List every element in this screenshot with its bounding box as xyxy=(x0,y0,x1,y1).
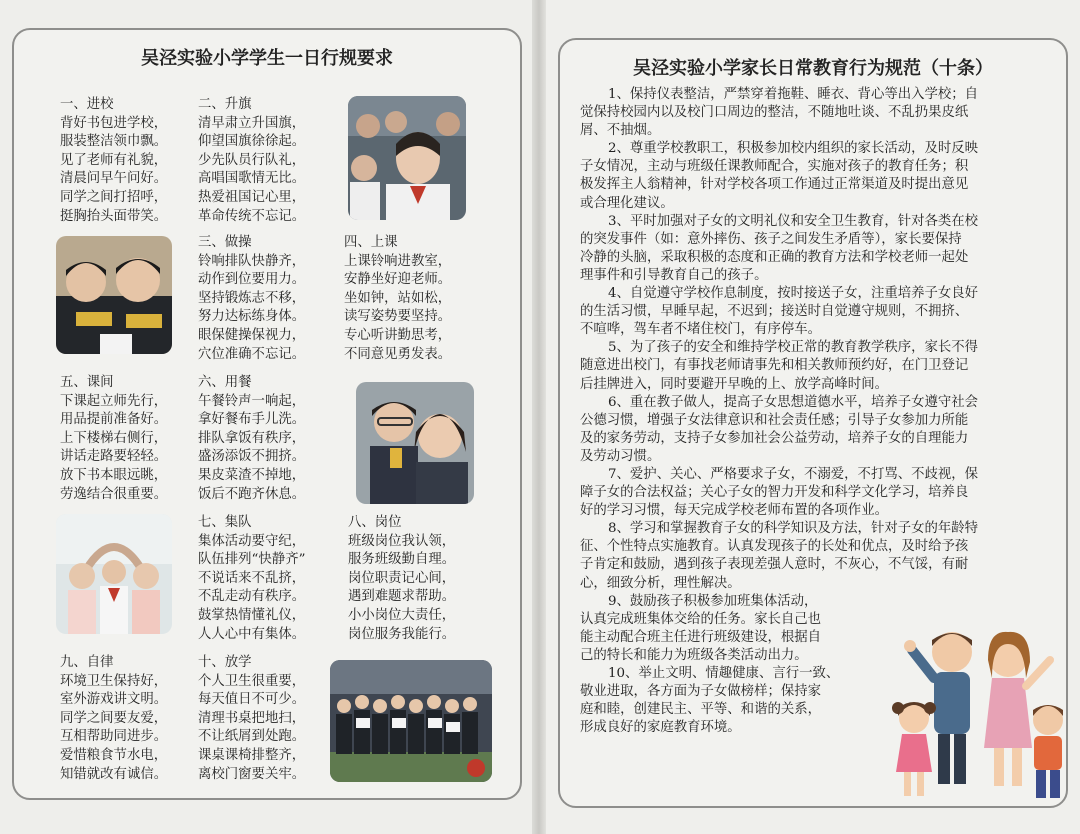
rule-line: 同学之间打招呼， xyxy=(60,189,168,205)
rule-text-line: 庭和睦，创建民主、平等、和谐的关系， xyxy=(580,702,822,718)
rule-heading: 九、自律 xyxy=(60,655,114,670)
rule-heading: 一、进校 xyxy=(60,97,114,112)
rule-line: 高唱国歌情无比。 xyxy=(198,171,306,187)
rule-text-line: 的突发事件（如：意外摔伤、孩子之间发生矛盾等），家长要保持 xyxy=(580,231,962,247)
students-class-photo xyxy=(56,236,172,354)
rule-heading: 六、用餐 xyxy=(198,375,252,390)
rule-section-6 xyxy=(198,374,305,504)
rule-text-line: 心，细致分析，理性解决。 xyxy=(580,575,741,591)
rule-text-line: 及劳动习惯。 xyxy=(580,448,661,464)
rule-line: 爱惜粮食节水电， xyxy=(60,747,168,763)
rule-text-line: 敬业进取，各方面为子女做榜样；保持家 xyxy=(580,684,822,700)
parent-rules-title: 吴泾实验小学家长日常教育行为规范（十条） xyxy=(633,58,993,79)
rule-section-8 xyxy=(348,514,455,644)
rule-line: 热爱祖国记心里， xyxy=(198,189,306,205)
rule-line: 用品提前准备好。 xyxy=(60,412,168,428)
rule-section-10 xyxy=(198,654,305,784)
rule-line: 铃响排队快静齐， xyxy=(198,253,306,269)
parent-rule-5 xyxy=(580,339,1056,393)
rule-section-2 xyxy=(198,96,305,226)
rule-line: 不让纸屑到处跑。 xyxy=(198,729,306,745)
rule-line: 努力达标练身体。 xyxy=(198,309,306,325)
rule-heading: 四、上课 xyxy=(344,235,398,250)
rule-text-line: 6、重在教子做人，提高子女思想道德水平，培养子女遵守社会 xyxy=(608,394,979,410)
rule-text-line: 的生活习惯，早睡早起，不迟到；接送时自觉遵守规则，不拥挤、 xyxy=(580,304,969,320)
parent-rule-7 xyxy=(580,466,1056,520)
rule-line: 穴位准确不忘记。 xyxy=(198,346,306,362)
rule-line: 安静坐好迎老师。 xyxy=(344,272,452,288)
rule-line: 上课铃响进教室， xyxy=(344,253,452,269)
rule-line: 不说话来不乱挤， xyxy=(198,570,306,586)
rule-text-line: 征、个性特点实施教育。认真发现孩子的长处和优点，及时给予孩 xyxy=(580,539,969,555)
rule-text-line: 障子女的合法权益；关心子女的智力开发和科学文化学习，培养良 xyxy=(580,485,969,501)
rule-section-9 xyxy=(60,654,167,784)
rule-section-4 xyxy=(344,234,451,364)
rule-line: 每天值日不可少。 xyxy=(198,692,306,708)
rule-text-line: 不喧哗，驾车者不堵住校门，有序停车。 xyxy=(580,322,822,338)
rule-line: 同学之间要友爱， xyxy=(60,710,168,726)
students-group-photo xyxy=(330,660,492,782)
rule-section-3 xyxy=(198,234,305,364)
rule-text-line: 己的特长和能力为班级各类活动出力。 xyxy=(580,647,808,663)
rule-line: 室外游戏讲文明。 xyxy=(60,692,168,708)
rule-text-line: 4、自觉遵守学校作息制度，按时接送子女，注重培养子女良好 xyxy=(608,286,979,302)
rule-text-line: 及的家务劳动，支持子女参加社会公益劳动，培养子女的自理能力 xyxy=(580,430,969,446)
rule-line: 不同意见勇发表。 xyxy=(344,346,452,362)
rule-line: 上下楼梯右侧行， xyxy=(60,430,168,446)
rule-line: 坚持锻炼志不移， xyxy=(198,290,306,306)
rule-line: 课桌课椅排整齐， xyxy=(198,747,306,763)
rule-text-line: 觉保持校园内以及校门口周边的整洁，不随地吐谈、不乱扔果皮纸 xyxy=(580,105,969,121)
rule-line: 读写姿势要坚持。 xyxy=(344,309,452,325)
rule-text-line: 认真完成班集体交给的任务。家长自己也 xyxy=(580,611,822,627)
rule-heading: 七、集队 xyxy=(198,515,252,530)
rule-text-line: 子肯定和鼓励，遇到孩子表现差强人意时，不灰心，不气馁，有耐 xyxy=(580,557,969,573)
page-fold xyxy=(532,0,546,834)
rule-line: 清理书桌把地扫， xyxy=(198,710,306,726)
rule-line: 遇到难题求帮助。 xyxy=(348,589,456,605)
rule-line: 果皮菜渣不掉地， xyxy=(198,467,306,483)
rule-line: 小小岗位大责任， xyxy=(348,607,456,623)
rule-line: 劳逸结合很重要。 xyxy=(60,486,168,502)
rule-section-5 xyxy=(60,374,167,504)
rule-heading: 十、放学 xyxy=(198,655,252,670)
rule-text-line: 9、鼓励孩子积极参加班集体活动， xyxy=(608,593,818,609)
rule-text-line: 形成良好的家庭教育环境。 xyxy=(580,720,741,736)
parent-rule-3 xyxy=(580,213,1056,285)
rule-line: 放下书本眼远眺， xyxy=(60,467,168,483)
rule-text-line: 屑、不抽烟。 xyxy=(580,123,661,139)
rule-heading: 八、岗位 xyxy=(348,515,402,530)
rule-line: 服务班级勤自理。 xyxy=(348,552,456,568)
rule-text-line: 好的学习习惯，每天完成学校老师布置的各项作业。 xyxy=(580,503,888,519)
rule-line: 仰望国旗徐徐起。 xyxy=(198,134,306,150)
rule-text-line: 5、为了孩子的安全和维持学校正常的教育教学秩序，家长不得 xyxy=(608,340,979,356)
rule-line: 清晨问早午问好。 xyxy=(60,171,168,187)
rule-line: 清早肃立升国旗， xyxy=(198,115,306,131)
rule-line: 人人心中有集体。 xyxy=(198,626,306,642)
rule-line: 坐如钟，站如松， xyxy=(344,290,452,306)
rule-line: 专心听讲勤思考， xyxy=(344,327,452,343)
rule-line: 挺胸抬头面带笑。 xyxy=(60,208,168,224)
parent-rule-2 xyxy=(580,140,1056,212)
rule-text-line: 子女情况，主动与班级任课教师配合，实施对孩子的教育任务；积 xyxy=(580,159,969,175)
rule-line: 集体活动要守纪， xyxy=(198,533,306,549)
rule-text-line: 随意进出校门，有事找老师请事先和相关教师预约好，在门卫登记 xyxy=(580,358,969,374)
parent-rule-1 xyxy=(580,86,1056,140)
rule-line: 队伍排列“快静齐” xyxy=(198,552,306,568)
rule-text-line: 1、保持仪表整洁，严禁穿着拖鞋、睡衣、背心等出入学校；自 xyxy=(608,87,979,102)
students-heart-photo xyxy=(56,514,172,634)
rule-heading: 五、课间 xyxy=(60,375,114,390)
rule-line: 环境卫生保持好， xyxy=(60,673,168,689)
parent-rule-6 xyxy=(580,394,1056,466)
students-flag-photo xyxy=(348,96,466,220)
rule-text-line: 2、尊重学校教职工，积极参加校内组织的家长活动，及时反映 xyxy=(608,141,979,157)
rule-line: 背好书包进学校， xyxy=(60,115,168,131)
rule-section-1 xyxy=(60,96,167,226)
rule-line: 不乱走动有秩序。 xyxy=(198,589,306,605)
rule-line: 互相帮助同进步。 xyxy=(60,729,168,745)
rule-text-line: 8、学习和掌握教育子女的科学知识及方法，针对子女的年龄特 xyxy=(608,521,979,537)
rule-text-line: 公德习惯，增强子女法律意识和社会责任感；引导子女参加力所能 xyxy=(580,412,969,428)
rule-line: 岗位服务我能行。 xyxy=(348,626,456,642)
rule-heading: 三、做操 xyxy=(198,235,252,250)
rule-line: 个人卫生很重要， xyxy=(198,673,306,689)
rule-line: 服装整洁领巾飘。 xyxy=(60,134,168,150)
rule-line: 动作到位要用力。 xyxy=(198,272,306,288)
rule-line: 讲话走路要轻轻。 xyxy=(60,449,168,465)
rule-line: 见了老师有礼貌， xyxy=(60,152,168,168)
rule-line: 排队拿饭有秩序， xyxy=(198,430,306,446)
rule-line: 离校门窗要关牢。 xyxy=(198,766,306,782)
happy-family-illustration xyxy=(890,608,1068,804)
rule-text-line: 3、平时加强对子女的文明礼仪和安全卫生教育，针对各类在校 xyxy=(608,213,979,229)
rule-text-line: 或合理化建议。 xyxy=(580,195,674,211)
rule-line: 拿好餐布手儿洗。 xyxy=(198,412,306,428)
rule-line: 下课起立师先行， xyxy=(60,393,168,409)
rule-line: 革命传统不忘记。 xyxy=(198,208,306,224)
rule-line: 饭后不跑齐休息。 xyxy=(198,486,306,502)
student-rules-panel xyxy=(12,28,522,800)
students-smiling-photo xyxy=(356,382,474,504)
rule-line: 午餐铃声一响起， xyxy=(198,393,306,409)
parent-rule-8 xyxy=(580,520,1056,592)
parent-rule-4 xyxy=(580,285,1056,339)
parent-rules-panel xyxy=(558,38,1068,808)
rule-text-line: 10、举止文明、情趣健康、言行一致、 xyxy=(608,666,840,681)
rule-text-line: 后挂牌进入，同时要避开早晚的上、放学高峰时间。 xyxy=(580,376,888,392)
rule-heading: 二、升旗 xyxy=(198,97,252,112)
rule-line: 鼓掌热情懂礼仪， xyxy=(198,607,306,623)
rule-text-line: 冷静的头脑，采取积极的态度和正确的教育方法和学校老师一起处 xyxy=(580,249,969,265)
rule-section-7 xyxy=(198,514,305,644)
student-rules-title: 吴泾实验小学学生一日行规要求 xyxy=(141,48,393,69)
rule-text-line: 能主动配合班主任进行班级建设，根据自 xyxy=(580,629,822,645)
rule-line: 岗位职责记心间， xyxy=(348,570,456,586)
rule-text-line: 极发挥主人翁精神，针对学校各项工作通过正常渠道及时提出意见 xyxy=(580,177,969,193)
rule-line: 盛汤添饭不拥挤。 xyxy=(198,449,306,465)
rule-line: 少先队员行队礼， xyxy=(198,152,306,168)
rule-line: 知错就改有诚信。 xyxy=(60,766,168,782)
rule-text-line: 理事件和引导教育自己的孩子。 xyxy=(580,267,768,283)
rule-text-line: 7、爱护、关心、严格要求子女，不溺爱，不打骂、不歧视，保 xyxy=(608,466,979,482)
rule-line: 班级岗位我认领， xyxy=(348,533,456,549)
rule-line: 眼保健操保视力， xyxy=(198,327,306,343)
